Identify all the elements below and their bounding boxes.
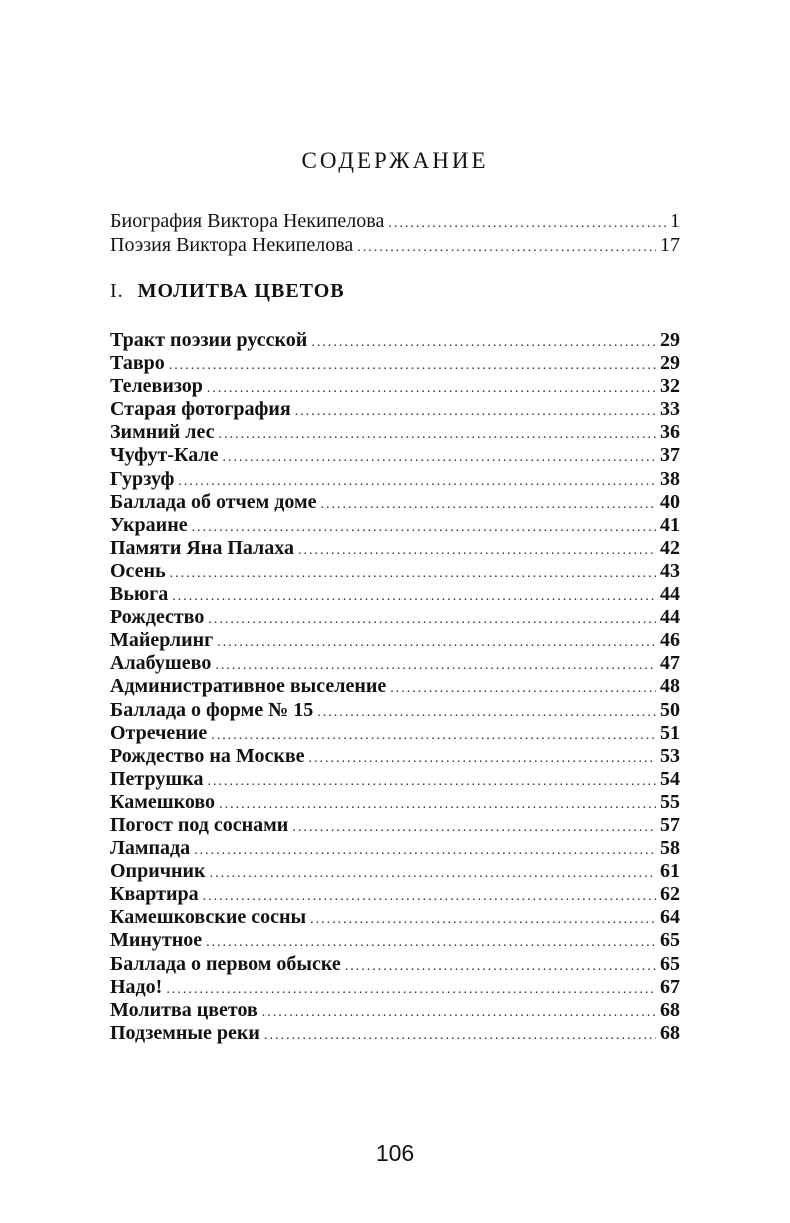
toc-entry-page: 58 [660, 837, 680, 860]
dot-leader [310, 908, 656, 931]
dot-leader [390, 677, 656, 700]
toc-entry-title: Лампада [110, 837, 191, 860]
toc-entry-title: Баллада о форме № 15 [110, 698, 314, 721]
toc-entry-page: 37 [660, 444, 680, 467]
toc-entry-title: Квартира [110, 883, 199, 906]
toc-entry-title: Гурзуф [110, 467, 175, 490]
page-number: 106 [375, 1140, 415, 1166]
dot-leader [203, 885, 656, 908]
dot-leader [317, 701, 656, 724]
toc-entry-page: 53 [660, 744, 680, 767]
dot-leader [264, 1024, 656, 1047]
toc-entry [110, 210, 680, 234]
dot-leader [219, 423, 657, 446]
dot-leader [192, 516, 656, 539]
toc-entry [110, 675, 680, 698]
toc-entry-title: Подземные реки [110, 1021, 260, 1044]
dot-leader [388, 212, 666, 235]
toc-entry-title: Алабушево [110, 652, 212, 675]
toc-entry-title: Зимний лес [110, 421, 215, 444]
toc-entry [110, 1022, 680, 1045]
toc-entry-page: 33 [660, 398, 680, 421]
dot-leader [170, 562, 656, 585]
toc-list [110, 329, 680, 1045]
toc-entry-title: Памяти Яна Палаха [110, 536, 295, 559]
toc-entry-page: 62 [660, 883, 680, 906]
dot-leader [309, 747, 656, 770]
toc-entry [110, 722, 680, 745]
section-number: I. [110, 280, 124, 302]
toc-entry-page: 44 [660, 583, 680, 606]
toc-entry-page: 68 [660, 998, 680, 1021]
toc-entry [110, 468, 680, 491]
toc-entry-page: 54 [660, 767, 680, 790]
toc-entry-page: 32 [660, 375, 680, 398]
toc-entry [110, 606, 680, 629]
toc-entry-page: 40 [660, 490, 680, 513]
dot-leader [345, 955, 656, 978]
dot-leader [217, 631, 656, 654]
toc-entry-title: Майерлинг [110, 629, 214, 652]
toc-entry-page: 67 [660, 975, 680, 998]
toc-entry-title: Минутное [110, 929, 203, 952]
toc-entry-page: 48 [660, 675, 680, 698]
toc-entry-title: Административное выселение [110, 675, 387, 698]
toc-entry [110, 883, 680, 906]
toc-entry [110, 560, 680, 583]
toc-entry [110, 629, 680, 652]
toc-entry-page: 44 [660, 606, 680, 629]
dot-leader [357, 236, 656, 259]
toc-entry-title: Погост под соснами [110, 813, 289, 836]
dot-leader [166, 978, 656, 1001]
toc-entry [110, 514, 680, 537]
toc-entry-page: 41 [660, 513, 680, 536]
toc-entry-page: 61 [660, 860, 680, 883]
dot-leader [223, 446, 656, 469]
section-name: МОЛИТВА ЦВЕТОВ [137, 280, 345, 302]
toc-entry-page: 51 [660, 721, 680, 744]
toc-entry [110, 929, 680, 952]
toc-entry-page: 38 [660, 467, 680, 490]
toc-entry [110, 329, 680, 352]
toc-entry-page: 43 [660, 559, 680, 582]
dot-leader [298, 539, 656, 562]
toc-entry-title: Вьюга [110, 583, 169, 606]
dot-leader [194, 839, 656, 862]
toc-entry-title: Надо! [110, 975, 163, 998]
toc-entry-title: Отречение [110, 721, 208, 744]
toc-entry [110, 953, 680, 976]
toc-entry-page: 36 [660, 421, 680, 444]
dot-leader [311, 331, 656, 354]
toc-entry [110, 652, 680, 675]
dot-leader [321, 493, 656, 516]
toc-entry-title: Рождество [110, 606, 205, 629]
toc-entry [110, 976, 680, 999]
toc-entry [110, 860, 680, 883]
toc-entry-title: Опричник [110, 860, 206, 883]
toc-entry-title: Старая фотография [110, 398, 291, 421]
toc-entry-page: 55 [660, 790, 680, 813]
toc-entry [110, 814, 680, 837]
toc-entry-page: 65 [660, 929, 680, 952]
toc-entry [110, 699, 680, 722]
dot-leader [292, 816, 656, 839]
toc-entry [110, 421, 680, 444]
toc-entry-title: Чуфут-Кале [110, 444, 219, 467]
toc-entry [110, 999, 680, 1022]
toc-entry-title: Камешково [110, 790, 216, 813]
toc-entry [110, 375, 680, 398]
page-title: СОДЕРЖАНИЕ [301, 148, 489, 173]
dot-leader [178, 470, 656, 493]
dot-leader [210, 862, 656, 885]
toc-entry-title: Поэзия Виктора Некипелова [110, 234, 354, 256]
toc-entry [110, 791, 680, 814]
dot-leader [208, 608, 656, 631]
toc-entry-page: 64 [660, 906, 680, 929]
toc-entry [110, 491, 680, 514]
toc-entry [110, 906, 680, 929]
toc-entry-page: 29 [660, 352, 680, 375]
dot-leader [219, 793, 656, 816]
toc-entry-title: Баллада о первом обыске [110, 952, 341, 975]
toc-entry [110, 837, 680, 860]
toc-entry-title: Баллада об отчем доме [110, 490, 317, 513]
toc-entry [110, 745, 680, 768]
toc-entry-title: Молитва цветов [110, 998, 258, 1021]
dot-leader [169, 354, 656, 377]
toc-entry-title: Телевизор [110, 375, 203, 398]
section-heading [110, 280, 345, 303]
toc-entry-title: Петрушка [110, 767, 204, 790]
toc-entry-page: 65 [660, 952, 680, 975]
toc-entry [110, 234, 680, 258]
dot-leader [207, 770, 656, 793]
toc-entry-page: 17 [660, 234, 680, 256]
dot-leader [295, 400, 656, 423]
toc-entry [110, 768, 680, 791]
dot-leader [172, 585, 656, 608]
dot-leader [262, 1001, 656, 1024]
toc-entry-title: Биография Виктора Некипелова [110, 210, 385, 232]
intro-list [110, 210, 680, 258]
toc-entry [110, 444, 680, 467]
toc-entry-page: 47 [660, 652, 680, 675]
toc-entry-page: 46 [660, 629, 680, 652]
toc-entry-title: Камешковские сосны [110, 906, 307, 929]
toc-entry-title: Тавро [110, 352, 165, 375]
dot-leader [207, 377, 656, 400]
toc-entry-title: Украине [110, 513, 188, 536]
toc-entry [110, 537, 680, 560]
toc-entry-page: 57 [660, 813, 680, 836]
dot-leader [206, 931, 656, 954]
toc-entry [110, 398, 680, 421]
toc-entry [110, 352, 680, 375]
toc-entry-page: 68 [660, 1021, 680, 1044]
dot-leader [211, 724, 656, 747]
toc-entry-page: 42 [660, 536, 680, 559]
toc-entry-title: Осень [110, 559, 166, 582]
toc-entry-page: 1 [670, 210, 680, 232]
toc-entry-title: Рождество на Москве [110, 744, 305, 767]
toc-entry-page: 29 [660, 329, 680, 351]
toc-entry-page: 50 [660, 698, 680, 721]
dot-leader [215, 654, 656, 677]
toc-entry [110, 583, 680, 606]
toc-entry-title: Тракт поэзии русской [110, 329, 308, 351]
